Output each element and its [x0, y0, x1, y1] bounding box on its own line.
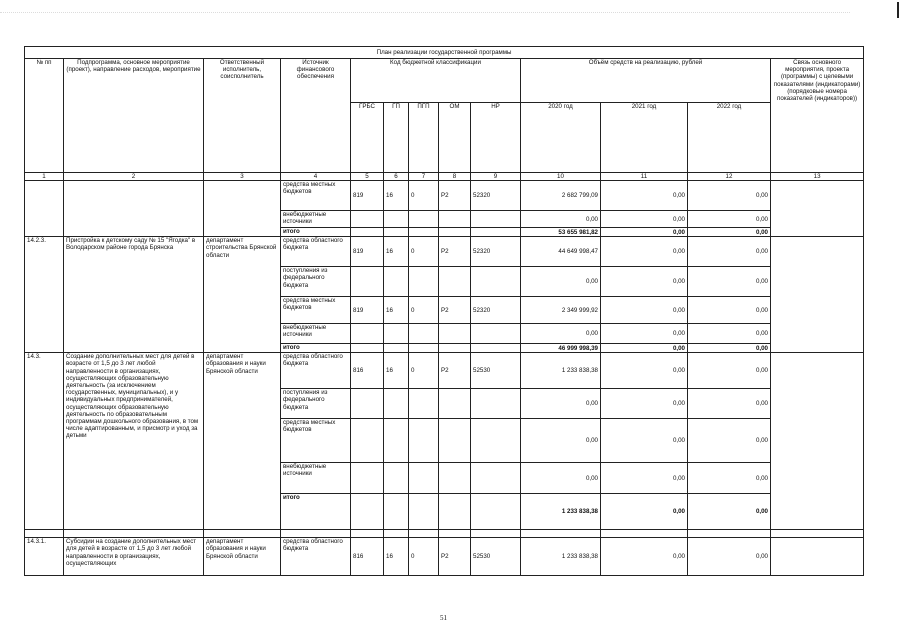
cell-2022: 0,00: [688, 353, 771, 389]
header-budget-code: Код бюджетной классификации: [351, 59, 521, 103]
col-number: 8: [439, 173, 471, 181]
table-row: [25, 353, 864, 389]
cell-subprogram: Субсидии на создание дополнительных мест для детей в возрасте от 1,5 до 3 лет любой направленности в организациях, осуществляющих: [64, 538, 204, 576]
table-title: План реализации государственной программы: [25, 47, 864, 59]
col-number: 1: [25, 173, 64, 181]
cell-2020: 1 233 838,38: [521, 538, 601, 576]
cell-num: [25, 181, 64, 237]
cell-2021: 0,00: [601, 297, 688, 324]
cell-num: 14.3.: [25, 353, 64, 530]
cell-2022: 0,00: [688, 494, 771, 530]
cell-2020: 0,00: [521, 389, 601, 419]
cell-subprogram: Пристройка к детскому саду № 15 "Ягодка" в Володарском районе города Брянска: [64, 237, 204, 353]
table-row: [25, 237, 864, 267]
col-number: 10: [521, 173, 601, 181]
cell-2021: 0,00: [601, 538, 688, 576]
cell-om: Р2: [439, 181, 471, 211]
col-number: 2: [64, 173, 204, 181]
cell-2020: 0,00: [521, 211, 601, 228]
cell-gp: 16: [384, 538, 409, 576]
scan-mark: [897, 2, 899, 18]
col-number: 7: [409, 173, 439, 181]
header-row: [25, 59, 864, 103]
col-number: 9: [471, 173, 521, 181]
cell-2022: 0,00: [688, 463, 771, 494]
cell-2022: 0,00: [688, 181, 771, 211]
cell-grbs: 819: [351, 237, 384, 267]
cell-nr: 52320: [471, 181, 521, 211]
cell-link: [771, 353, 864, 530]
cell-2020: 53 655 981,82: [521, 228, 601, 237]
col-number: 4: [281, 173, 351, 181]
cell-2021: 0,00: [601, 181, 688, 211]
header-link: Связь основного мероприятия, проекта (программы) с целевыми показателями (индикаторами) (порядковые номера показателей (индикаторов)): [771, 59, 864, 173]
cell-2021: 0,00: [601, 267, 688, 297]
col-number: 3: [204, 173, 281, 181]
cell-2022: 0,00: [688, 389, 771, 419]
table-gap-row: [25, 530, 864, 538]
cell-num: 14.2.3.: [25, 237, 64, 353]
cell-om: Р2: [439, 538, 471, 576]
cell-2022: 0,00: [688, 297, 771, 324]
cell-source: итого: [281, 494, 351, 530]
cell-2022: 0,00: [688, 538, 771, 576]
cell-2021: 0,00: [601, 353, 688, 389]
document-sheet: [24, 46, 863, 576]
cell-2022: 0,00: [688, 324, 771, 344]
cell-gp: 16: [384, 237, 409, 267]
cell-2022: 0,00: [688, 267, 771, 297]
cell-source: средства областного бюджета: [281, 538, 351, 576]
cell-source: средства областного бюджета: [281, 353, 351, 389]
cell-source: средства местных бюджетов: [281, 181, 351, 211]
cell-om: Р2: [439, 297, 471, 324]
cell-source: внебюджетные источники: [281, 463, 351, 494]
cell-nr: 52320: [471, 297, 521, 324]
cell-executor: департамент образования и науки Брянской области: [204, 353, 281, 530]
header-pgp: ПГП: [409, 103, 439, 173]
cell-2021: 0,00: [601, 389, 688, 419]
cell-pgp: 0: [409, 538, 439, 576]
cell-2021: 0,00: [601, 228, 688, 237]
col-number: 11: [601, 173, 688, 181]
cell-2020: 2 349 999,92: [521, 297, 601, 324]
cell-link: [771, 237, 864, 353]
col-number: 12: [688, 173, 771, 181]
cell-2020: 1 233 838,38: [521, 353, 601, 389]
cell-grbs: 819: [351, 297, 384, 324]
cell-source: поступления из федерального бюджета: [281, 389, 351, 419]
col-number: 13: [771, 173, 864, 181]
table-title-row: [25, 47, 864, 59]
scan-noise: [0, 12, 850, 21]
header-gp: ГП: [384, 103, 409, 173]
cell-2020: 0,00: [521, 419, 601, 463]
cell-grbs: 816: [351, 538, 384, 576]
cell-source: итого: [281, 344, 351, 353]
cell-executor: департамент строительства Брянской области: [204, 237, 281, 353]
cell-pgp: 0: [409, 181, 439, 211]
cell-2022: 0,00: [688, 211, 771, 228]
cell-2020: 0,00: [521, 324, 601, 344]
cell-2020: 2 682 799,09: [521, 181, 601, 211]
header-executor: Ответственный исполнитель, соисполнитель: [204, 59, 281, 173]
col-number: 5: [351, 173, 384, 181]
column-number-row: [25, 173, 864, 181]
cell-om: Р2: [439, 237, 471, 267]
cell-executor: [204, 181, 281, 237]
cell-2020: 46 999 998,39: [521, 344, 601, 353]
program-plan-table: [24, 46, 864, 576]
cell-grbs: 819: [351, 181, 384, 211]
cell-source: внебюджетные источники: [281, 211, 351, 228]
header-2020: 2020 год: [521, 103, 601, 173]
header-om: ОМ: [439, 103, 471, 173]
header-volume: Объём средств на реализацию, рублей: [521, 59, 771, 103]
cell-2021: 0,00: [601, 463, 688, 494]
header-source: Источник финансового обеспечения: [281, 59, 351, 173]
cell-2022: 0,00: [688, 228, 771, 237]
page-number: 51: [440, 614, 447, 622]
cell-2020: 0,00: [521, 463, 601, 494]
cell-2021: 0,00: [601, 211, 688, 228]
cell-pgp: 0: [409, 353, 439, 389]
cell-executor: департамент образования и науки Брянской области: [204, 538, 281, 576]
cell-2021: 0,00: [601, 419, 688, 463]
cell-2020: 44 649 998,47: [521, 237, 601, 267]
cell-om: Р2: [439, 353, 471, 389]
cell-2022: 0,00: [688, 344, 771, 353]
cell-nr: 52530: [471, 538, 521, 576]
cell-2020: 0,00: [521, 267, 601, 297]
cell-num: 14.3.1.: [25, 538, 64, 576]
cell-2022: 0,00: [688, 237, 771, 267]
cell-gp: 16: [384, 353, 409, 389]
cell-source: средства областного бюджета: [281, 237, 351, 267]
cell-source: средства местных бюджетов: [281, 419, 351, 463]
cell-2021: 0,00: [601, 324, 688, 344]
table-row: [25, 181, 864, 211]
cell-2021: 0,00: [601, 237, 688, 267]
header-num: № пп: [25, 59, 64, 173]
cell-nr: 52530: [471, 353, 521, 389]
col-number: 6: [384, 173, 409, 181]
cell-subprogram: [64, 181, 204, 237]
cell-link: [771, 181, 864, 237]
cell-pgp: 0: [409, 297, 439, 324]
cell-2021: 0,00: [601, 494, 688, 530]
cell-source: поступления из федерального бюджета: [281, 267, 351, 297]
cell-link: [771, 538, 864, 576]
cell-subprogram: Создание дополнительных мест для детей в возрасте от 1,5 до 3 лет любой направленности в организациях, осуществляющих образовательную деятельность (за исключением государственных, муниципальных), и у индивидуальных предпринимателей, осуществляющих образовательную деятельность по образовательным программам дошкольного образования, в том числе адаптированным, и присмотр и уход за детьми: [64, 353, 204, 530]
header-grbs: ГРБС: [351, 103, 384, 173]
header-2021: 2021 год: [601, 103, 688, 173]
cell-gp: 16: [384, 181, 409, 211]
cell-2020: 1 233 838,38: [521, 494, 601, 530]
cell-grbs: 816: [351, 353, 384, 389]
header-subprogram: Подпрограмма, основное мероприятие (проект), направление расходов, мероприятие: [64, 59, 204, 173]
header-2022: 2022 год: [688, 103, 771, 173]
cell-nr: 52320: [471, 237, 521, 267]
cell-source: средства местных бюджетов: [281, 297, 351, 324]
header-nr: НР: [471, 103, 521, 173]
cell-gp: 16: [384, 297, 409, 324]
cell-2021: 0,00: [601, 344, 688, 353]
cell-pgp: 0: [409, 237, 439, 267]
cell-2022: 0,00: [688, 419, 771, 463]
table-row: [25, 538, 864, 576]
cell-source: итого: [281, 228, 351, 237]
cell-source: внебюджетные источники: [281, 324, 351, 344]
